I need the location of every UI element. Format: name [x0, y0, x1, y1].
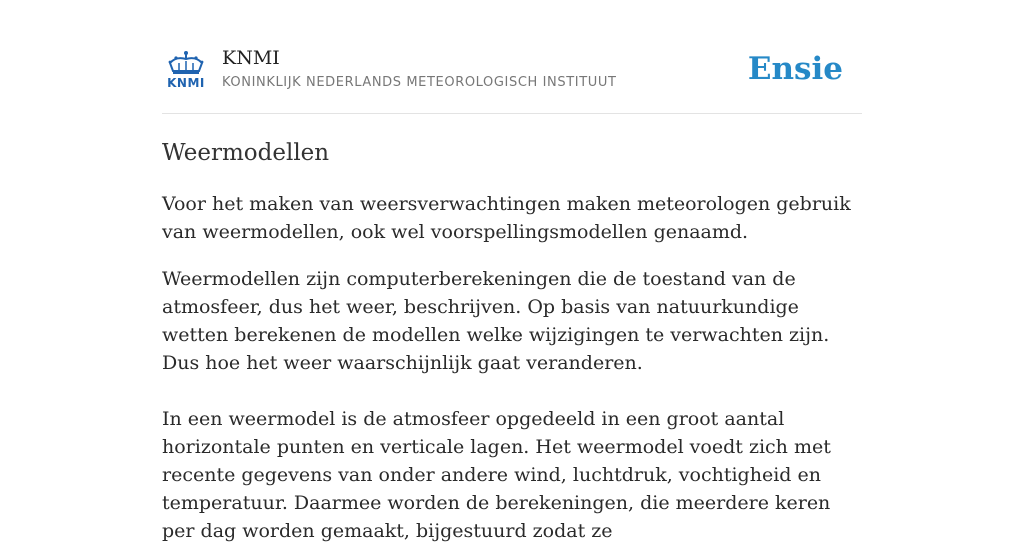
brand-link[interactable]: Ensie [747, 51, 843, 87]
logo-text: KNMI [167, 76, 205, 90]
header [162, 0, 862, 114]
org-name: KNMI [222, 47, 280, 69]
article-title: Weermodellen [162, 140, 330, 166]
content-container [162, 0, 862, 545]
article-paragraph-3: In een weermodel is de atmosfeer opgedeeld in een groot aantal horizontale punten en verticale lagen. Het weermodel voedt zich met recente gegevens van onder andere wind, luchtdruk, vochtigheid en temperatuur. Daarmee worden de berekeningen, die meerdere keren per dag worden gemaakt, bijgestuurd zodat ze [162, 408, 831, 542]
paragraph-spacer [162, 377, 862, 405]
knmi-logo[interactable] [164, 50, 208, 90]
article-paragraph-2: Weermodellen zijn computerberekeningen die de toestand van de atmosfeer, dus het weer, beschrijven. Op basis van natuurkundige wetten berekenen de modellen welke wijzigingen te verwachten zijn. Dus hoe het weer waarschijnlijk gaat veranderen. [162, 268, 830, 374]
org-subtitle: KONINKLIJK NEDERLANDS METEOROLOGISCH INSTITUUT [222, 75, 617, 90]
crown-icon [169, 51, 204, 74]
article-paragraph-1: Voor het maken van weersverwachtingen maken meteorologen gebruik van weermodellen, ook wel voorspellingsmodellen genaamd. [162, 193, 851, 243]
